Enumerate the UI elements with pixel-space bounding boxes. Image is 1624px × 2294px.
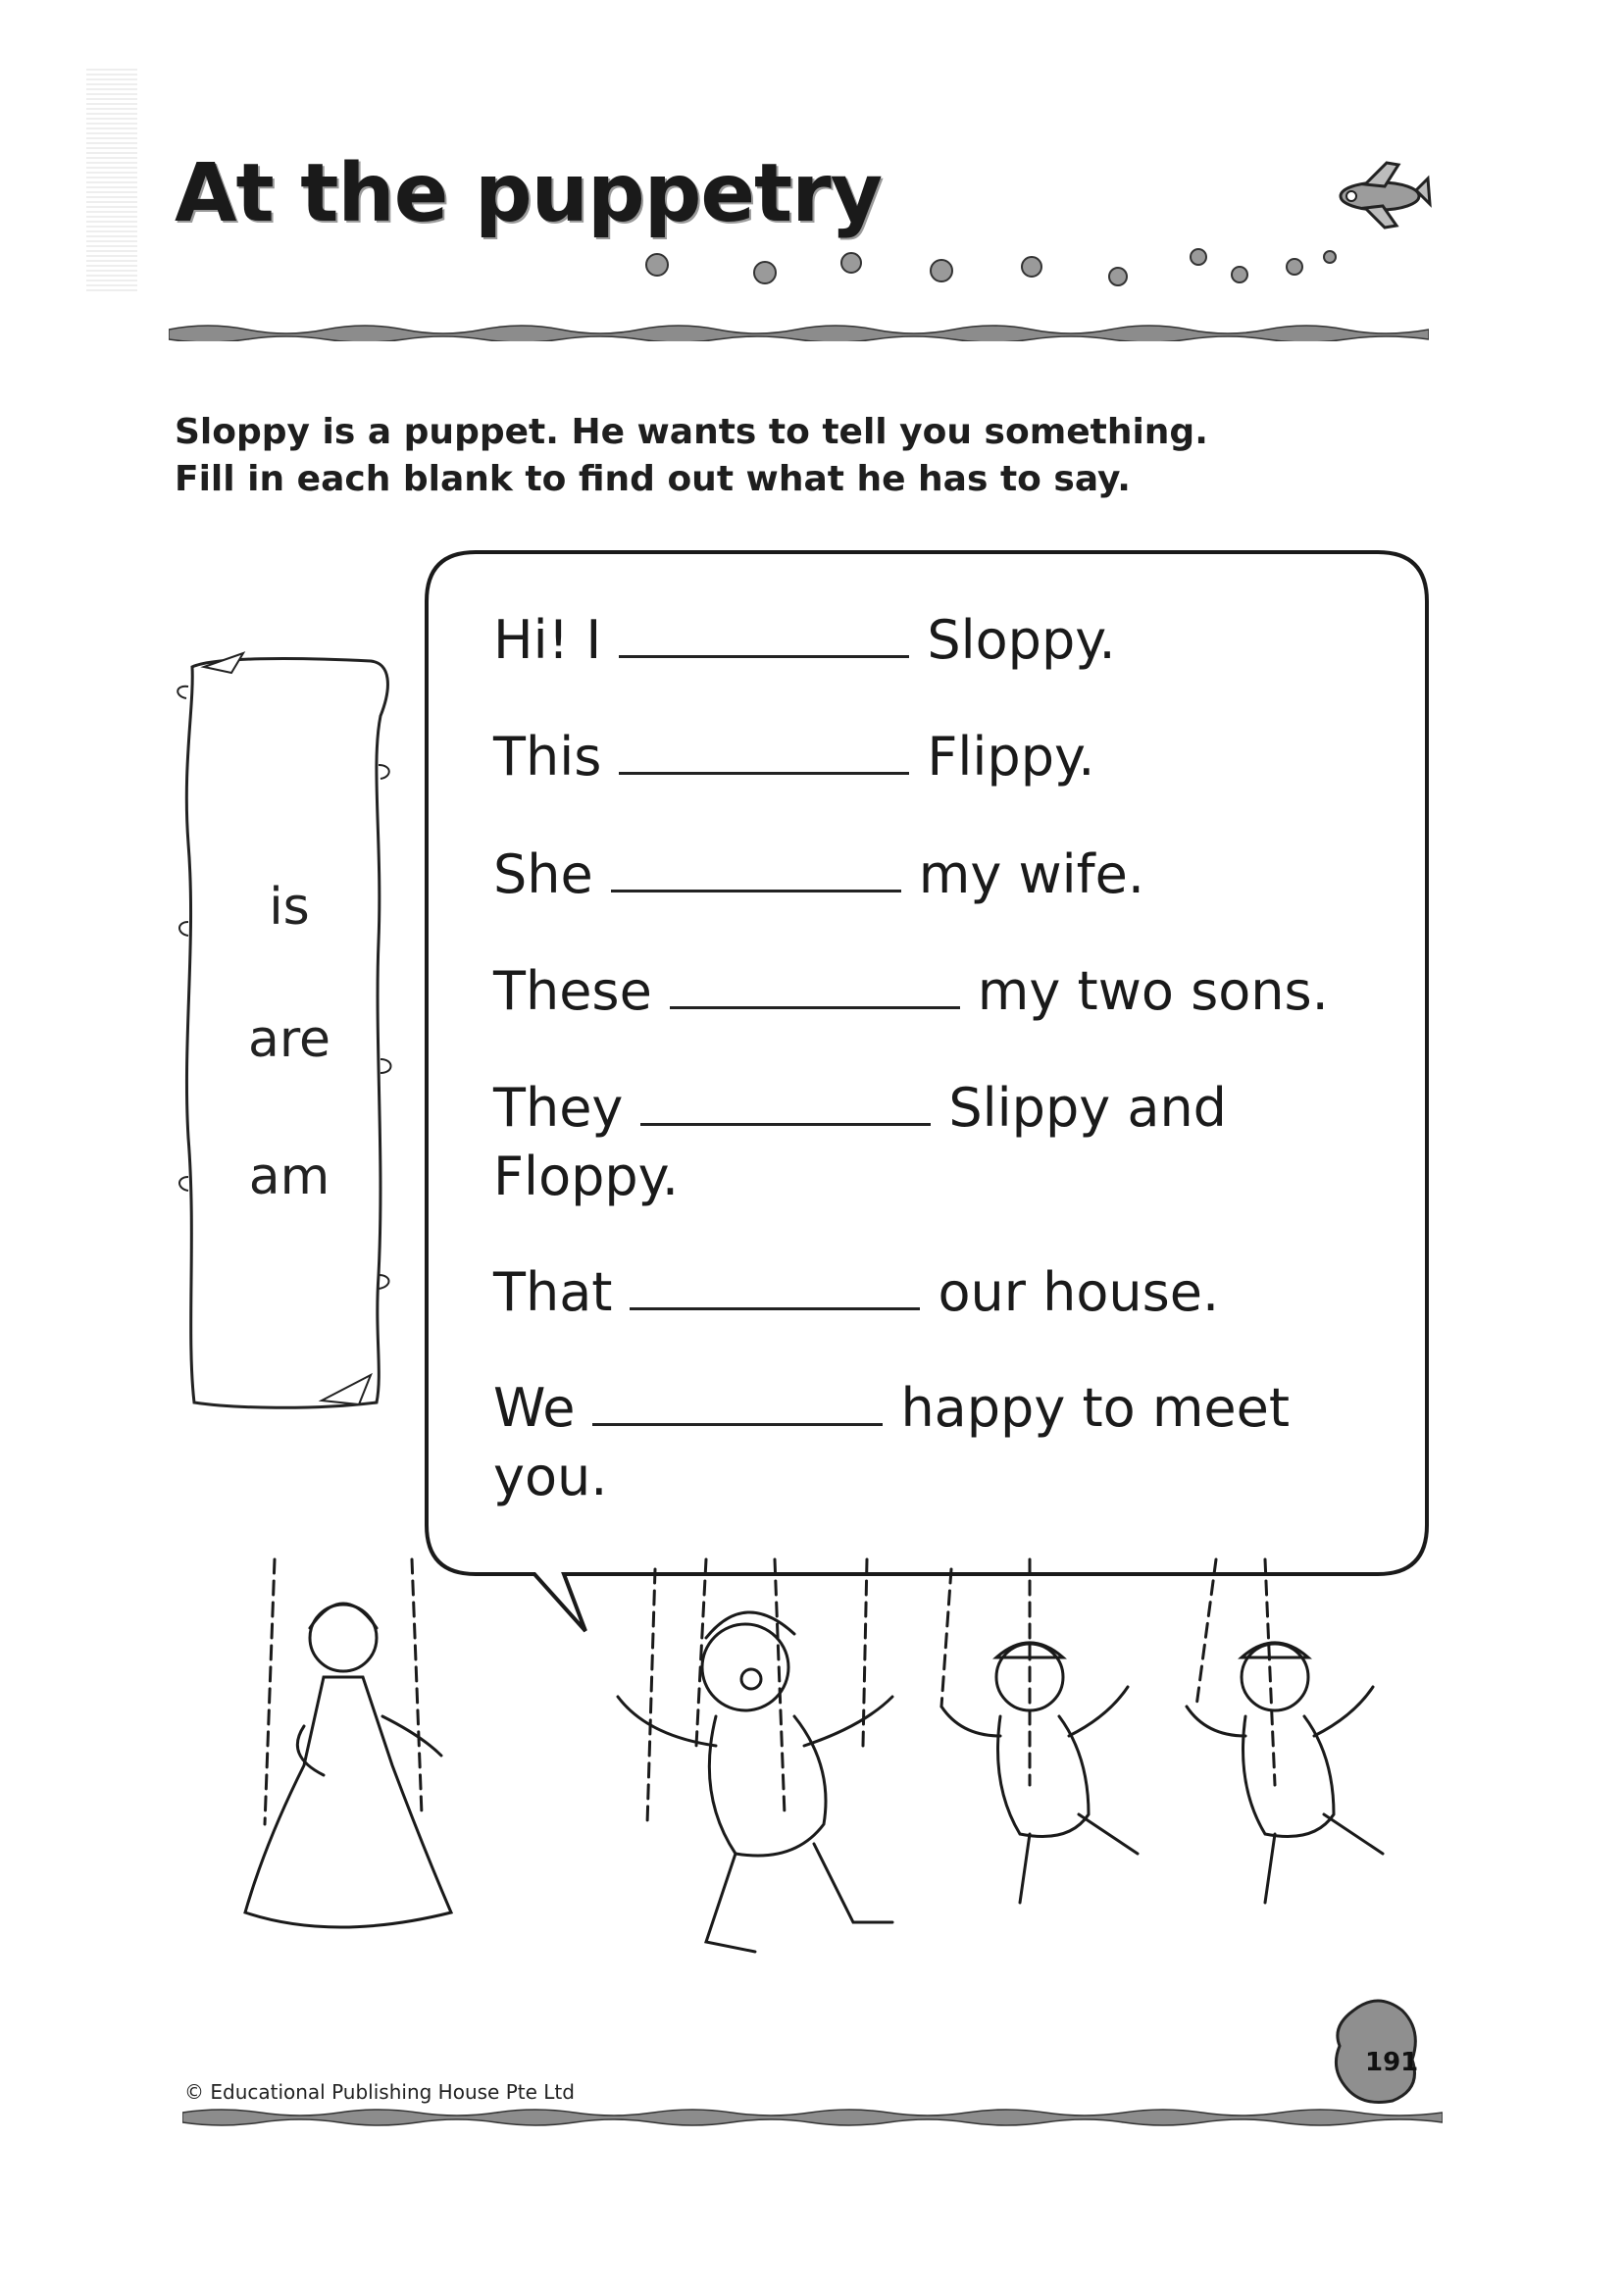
scan-edge-noise bbox=[86, 69, 137, 294]
sentence-7 bbox=[493, 1374, 1290, 1443]
sentence-7-continuation: you. bbox=[493, 1446, 608, 1507]
sentence-2-start: This bbox=[493, 726, 602, 788]
blank-4[interactable] bbox=[670, 967, 960, 1009]
page-title: At the puppetry bbox=[175, 147, 883, 240]
sentence-6-start: That bbox=[493, 1261, 613, 1323]
sentence-1 bbox=[493, 606, 1116, 675]
sentence-2-end: Flippy. bbox=[927, 726, 1095, 788]
blank-3[interactable] bbox=[611, 850, 901, 892]
sentence-3 bbox=[493, 841, 1144, 909]
blank-7[interactable] bbox=[592, 1384, 883, 1426]
sentence-7-start: We bbox=[493, 1377, 576, 1439]
sentence-6 bbox=[493, 1258, 1219, 1327]
sentence-4-start: These bbox=[493, 960, 652, 1022]
instruction-line-2: Fill in each blank to find out what he has to say. bbox=[175, 459, 1131, 499]
sentence-5-end: Slippy and bbox=[948, 1077, 1227, 1139]
sentence-2 bbox=[493, 723, 1094, 791]
sentence-7-end: happy to meet bbox=[900, 1377, 1291, 1439]
word-option-is: is bbox=[269, 878, 310, 937]
sentence-5 bbox=[493, 1074, 1227, 1143]
sentence-3-end: my wife. bbox=[918, 843, 1145, 905]
sentence-1-end: Sloppy. bbox=[927, 609, 1116, 671]
sentence-1-start: Hi! I bbox=[493, 609, 602, 671]
sentence-4-end: my two sons. bbox=[977, 960, 1329, 1022]
page-number: 191 bbox=[1365, 2048, 1419, 2077]
instruction-line-1: Sloppy is a puppet. He wants to tell you something. bbox=[175, 412, 1208, 452]
puppet-illustration bbox=[186, 1550, 1402, 1991]
sentence-6-end: our house. bbox=[938, 1261, 1220, 1323]
footer-divider bbox=[182, 2105, 1443, 2126]
sentence-5-continuation: Floppy. bbox=[493, 1146, 680, 1207]
copyright-notice: © Educational Publishing House Pte Ltd bbox=[184, 2080, 575, 2104]
header-divider bbox=[169, 320, 1429, 341]
word-option-am: am bbox=[248, 1147, 330, 1206]
word-option-are: are bbox=[247, 1010, 331, 1069]
cloud-trail-decoration bbox=[628, 235, 1344, 294]
sentence-5-start: They bbox=[493, 1077, 624, 1139]
blank-6[interactable] bbox=[630, 1268, 920, 1310]
blank-1[interactable] bbox=[619, 616, 909, 658]
sentence-4 bbox=[493, 957, 1329, 1026]
sentence-3-start: She bbox=[493, 843, 593, 905]
airplane-icon bbox=[1326, 157, 1434, 235]
blank-5[interactable] bbox=[640, 1084, 931, 1126]
blank-2[interactable] bbox=[619, 733, 909, 775]
